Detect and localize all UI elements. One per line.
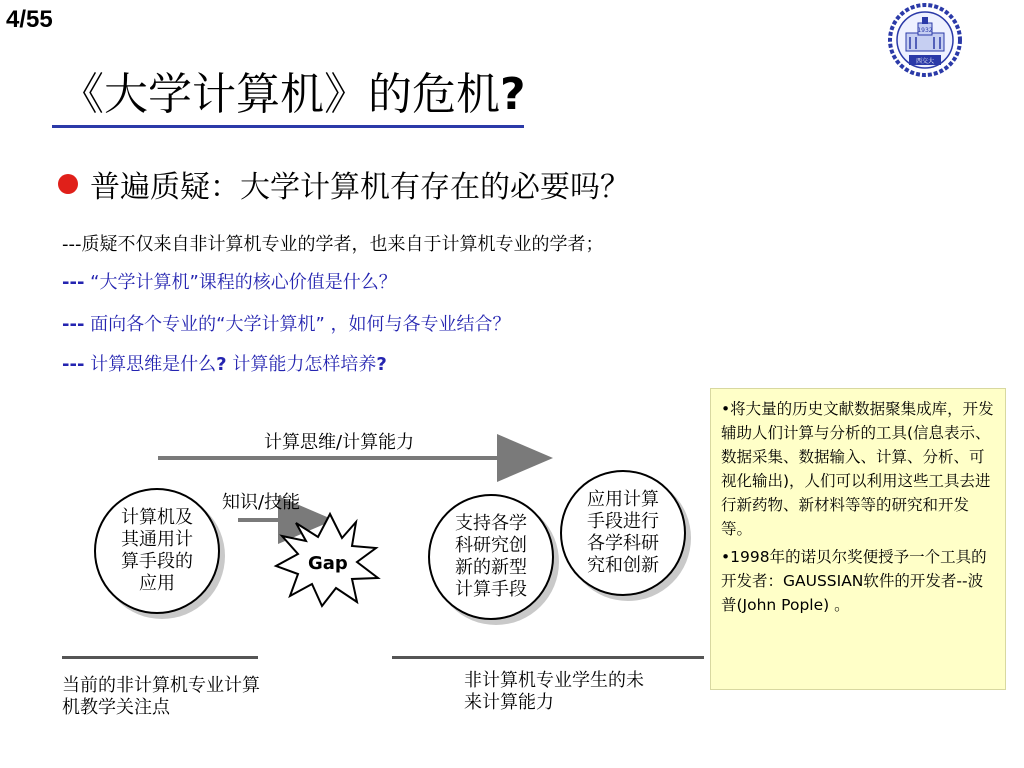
sub-line-4-dash: --- xyxy=(62,354,85,375)
logo-bottom-text: 西交大 xyxy=(915,58,935,65)
sub-line-4-q1: ? xyxy=(216,354,227,375)
bottom-left-rule xyxy=(62,656,258,659)
main-bullet-text: 普遍质疑：大学计算机有存在的必要吗？ xyxy=(90,170,630,205)
circle-new-computing-text: 支持各学科研究创新的新型计算手段 xyxy=(455,513,527,600)
circle-current-usage xyxy=(94,488,224,618)
top-arrow-label: 计算思维/计算能力 xyxy=(264,432,415,453)
circle-research-innovation-text: 应用计算手段进行各学科研究和创新 xyxy=(587,489,659,576)
slide-title-main: 《大学计算机》的危机 xyxy=(60,69,500,120)
sub-line-3-dash: --- xyxy=(62,314,85,335)
circle-research-innovation xyxy=(560,470,690,600)
slide-title-question-mark: ? xyxy=(500,69,526,120)
knowledge-arrow-label: 知识/技能 xyxy=(222,492,301,513)
sub-line-2-text: “大学计算机”课程的核心价值是什么？ xyxy=(84,272,397,293)
circle-new-computing xyxy=(428,494,558,624)
sub-line-1: ---质疑不仅来自非计算机专业的学者，也来自于计算机专业的学者； xyxy=(62,234,604,255)
bottom-right-caption: 非计算机专业学生的未来计算能力 xyxy=(464,670,644,713)
gap-label: Gap xyxy=(308,553,348,574)
circle-current-usage-text: 计算机及其通用计算手段的应用 xyxy=(121,507,193,594)
note-paragraph-1: •将大量的历史文献数据聚集成库，开发辅助人们计算与分析的工具(信息表示、数据采集、数据输入、计算、分析、可视化输出)，人们可以利用这些工具去进行新药物、新材料等等的研究和开发等。 xyxy=(721,400,994,538)
bottom-left-caption: 当前的非计算机专业计算机教学关注点 xyxy=(62,675,260,718)
sub-line-4-text-b: 计算能力怎样培养 xyxy=(226,354,377,375)
sub-line-3-text: 面向各个专业的“大学计算机” ，如何与各专业结合？ xyxy=(84,314,511,335)
note-box xyxy=(710,388,1006,690)
sub-line-4-q2: ? xyxy=(376,354,387,375)
sub-line-2-dash: --- xyxy=(62,272,85,293)
bottom-right-rule xyxy=(392,656,704,659)
page-number: 4/55 xyxy=(6,6,53,33)
note-paragraph-2: •1998年的诺贝尔奖便授予一个工具的开发者：GAUSSIAN软件的开发者--波普(John Pople) 。 xyxy=(721,548,987,614)
logo-year: 1932 xyxy=(917,27,933,34)
sub-line-4-text-a: 计算思维是什么 xyxy=(84,354,217,375)
